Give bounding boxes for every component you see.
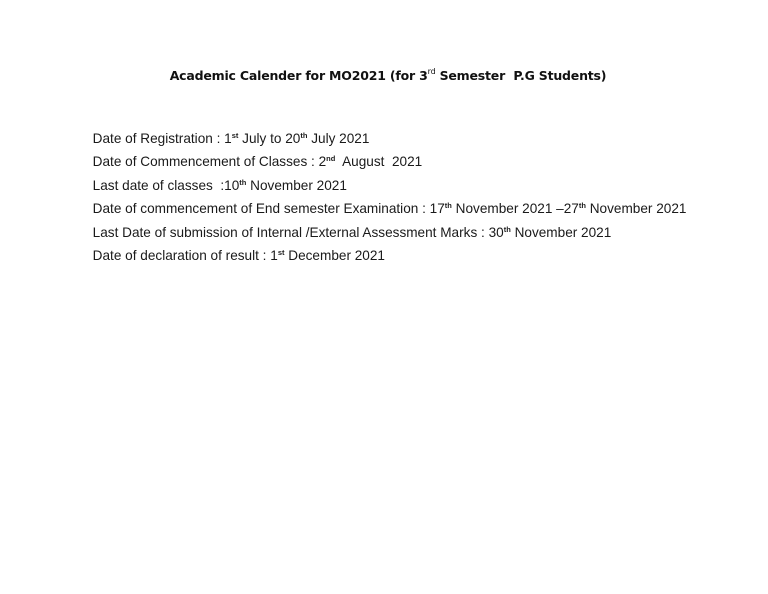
line-text: Last date of classes :10	[92, 177, 240, 193]
ordinal-suffix: th	[578, 201, 586, 210]
document-title	[0, 68, 768, 83]
line-text: Date of declaration of result : 1	[92, 248, 278, 263]
ordinal-suffix: th	[239, 177, 247, 187]
ordinal-suffix: th	[503, 224, 511, 234]
line-registration	[70, 103, 686, 146]
title-text: Academic Calender for MO2021 (for 3	[169, 68, 428, 84]
ordinal-suffix: st	[277, 248, 285, 257]
line-text: Date of Registration : 1	[92, 130, 232, 146]
line-text: August 2021	[335, 154, 423, 169]
ordinal-suffix: th	[444, 201, 452, 210]
line-text: Last Date of submission of Internal /External Assessment Marks : 30	[92, 224, 504, 240]
ordinal-suffix: st	[231, 130, 239, 140]
title-superscript: rd	[427, 67, 436, 76]
line-text: July to 20	[238, 130, 301, 146]
line-text: November 2021 –27	[451, 201, 579, 216]
ordinal-suffix: th	[300, 130, 308, 140]
calendar-lines	[70, 103, 687, 263]
line-text: Date of Commencement of Classes : 2	[92, 154, 327, 169]
ordinal-suffix: nd	[326, 154, 336, 163]
line-text: December 2021	[284, 248, 385, 263]
line-text: July 2021	[307, 130, 370, 146]
line-text: November 2021	[510, 224, 612, 240]
line-text: Date of commencement of End semester Examination : 17	[92, 201, 445, 216]
line-text: November 2021	[585, 201, 687, 216]
title-text-rest: Semester P.G Students)	[435, 68, 607, 84]
line-text: November 2021	[246, 177, 347, 193]
